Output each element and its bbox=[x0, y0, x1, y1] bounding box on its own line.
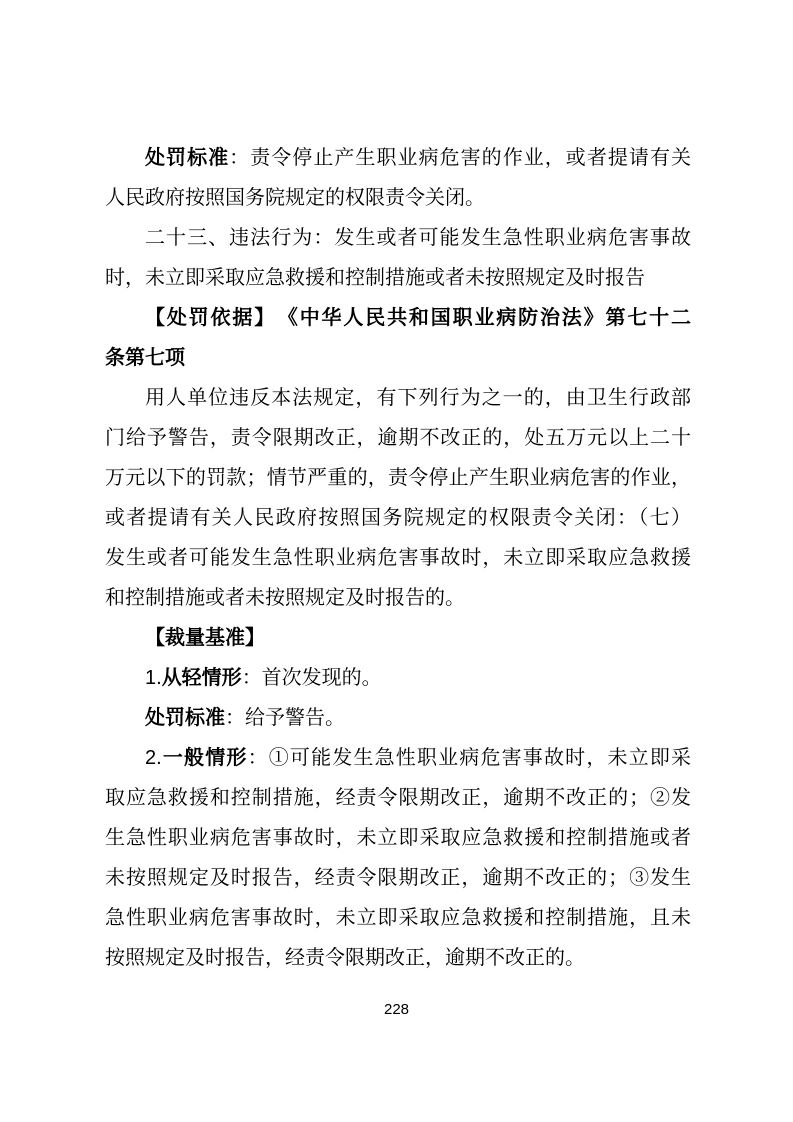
text-segment: 和控制措施或者未按照规定及时报告的。 bbox=[105, 587, 465, 609]
text-segment: 门给予警告，责令限期改正，逾期不改正的，处五万元以上二十 bbox=[105, 427, 691, 449]
bold-text-segment: 从轻情形 bbox=[161, 667, 242, 689]
bold-text-segment: 一般情形 bbox=[161, 747, 248, 769]
text-line bbox=[105, 658, 691, 698]
text-segment: 按照规定及时报告，经责令限期改正，逾期不改正的。 bbox=[105, 947, 585, 969]
page-number: 228 bbox=[383, 1001, 410, 1018]
bold-text-segment: 【处罚依据】 《中华人民共和国职业病防治法》第七十二 bbox=[145, 307, 691, 329]
text-line bbox=[105, 938, 691, 978]
text-line bbox=[105, 338, 691, 378]
text-segment: ：①可能发生急性职业病危害事故时，未立即采 bbox=[247, 747, 692, 769]
text-segment: 时，未立即采取应急救援和控制措施或者未按照规定及时报告 bbox=[105, 267, 645, 289]
bold-text-segment: 【裁量基准】 bbox=[145, 627, 265, 649]
text-segment: 未按照规定及时报告，经责令限期改正，逾期不改正的；③发生 bbox=[105, 867, 691, 889]
text-segment: 1. bbox=[145, 667, 162, 689]
text-segment: 急性职业病危害事故时，未立即采取应急救援和控制措施，且未 bbox=[105, 907, 691, 929]
text-segment: 二十三、违法行为：发生或者可能发生急性职业病危害事故 bbox=[145, 227, 691, 249]
text-segment: 万元以下的罚款；情节严重的，责令停止产生职业病危害的作业， bbox=[105, 467, 691, 489]
text-line bbox=[105, 178, 691, 218]
text-line bbox=[105, 458, 691, 498]
text-line bbox=[105, 538, 691, 578]
bold-text-segment: 条第七项 bbox=[105, 347, 185, 369]
text-segment: 用人单位违反本法规定，有下列行为之一的，由卫生行政部 bbox=[145, 387, 691, 409]
text-segment: 生急性职业病危害事故时，未立即采取应急救援和控制措施或者 bbox=[105, 827, 691, 849]
text-segment: 人民政府按照国务院规定的权限责令关闭。 bbox=[105, 187, 485, 209]
text-line bbox=[105, 858, 691, 898]
text-line bbox=[105, 258, 691, 298]
text-segment: 2. bbox=[145, 747, 162, 769]
text-line bbox=[105, 498, 691, 538]
text-line bbox=[105, 378, 691, 418]
document-body bbox=[105, 138, 691, 978]
text-line bbox=[105, 218, 691, 258]
text-segment: 或者提请有关人民政府按照国务院规定的权限责令关闭：（七） bbox=[105, 507, 691, 529]
text-segment: ：首次发现的。 bbox=[241, 667, 382, 689]
text-line bbox=[105, 818, 691, 858]
text-segment: ：给予警告。 bbox=[225, 707, 345, 729]
text-line bbox=[105, 578, 691, 618]
text-segment: ：责令停止产生职业病危害的作业，或者提请有关 bbox=[229, 147, 692, 169]
text-line bbox=[105, 738, 691, 778]
text-line bbox=[105, 418, 691, 458]
bold-text-segment: 处罚标准 bbox=[145, 147, 230, 169]
bold-text-segment: 处罚标准 bbox=[145, 707, 225, 729]
text-line bbox=[105, 138, 691, 178]
text-line bbox=[105, 698, 691, 738]
text-line bbox=[105, 898, 691, 938]
text-segment: 发生或者可能发生急性职业病危害事故时，未立即采取应急救援 bbox=[105, 547, 691, 569]
text-line bbox=[105, 298, 691, 338]
text-line bbox=[105, 618, 691, 658]
text-line bbox=[105, 778, 691, 818]
text-segment: 取应急救援和控制措施，经责令限期改正，逾期不改正的；②发 bbox=[105, 787, 691, 809]
